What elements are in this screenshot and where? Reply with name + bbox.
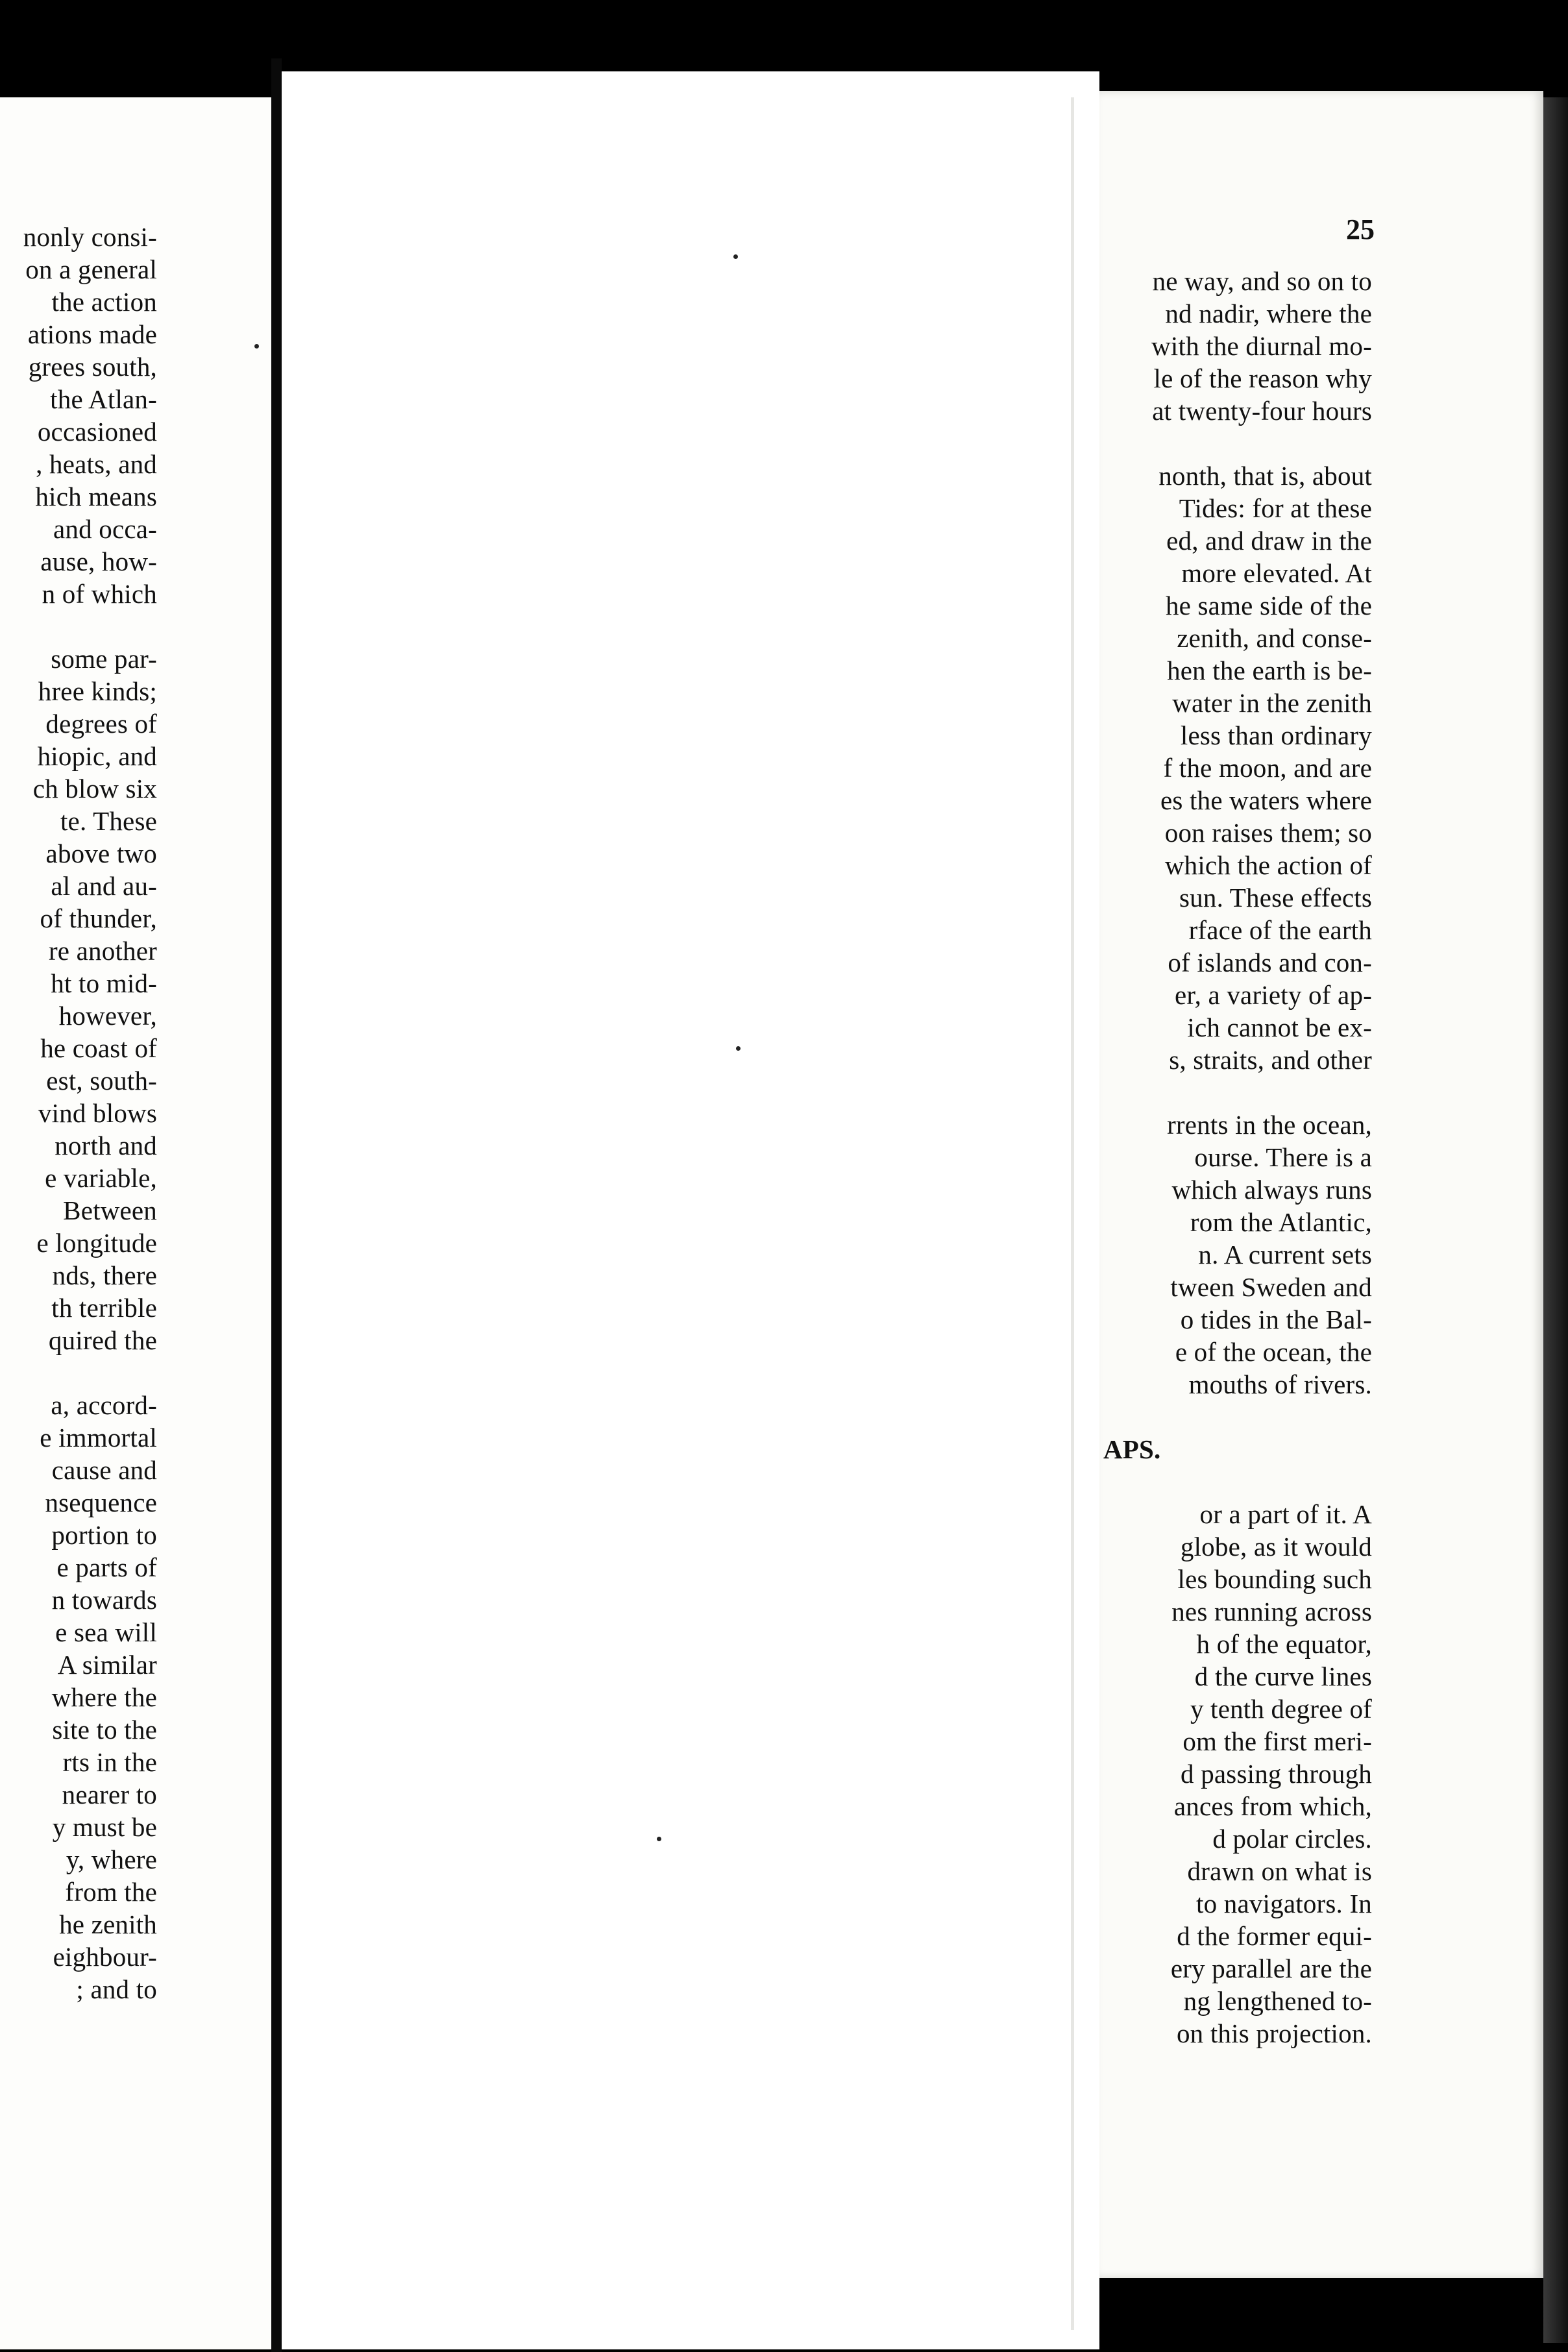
text-line: e variable, xyxy=(45,1163,157,1193)
text-line: e longitude xyxy=(36,1228,157,1258)
text-line: north and xyxy=(55,1131,157,1160)
paper-speck xyxy=(657,1837,661,1841)
text-line: n. A current sets xyxy=(1198,1240,1372,1269)
text-line: d the former equi- xyxy=(1177,1921,1372,1951)
text-line: site to the xyxy=(52,1715,157,1745)
paper-speck xyxy=(254,344,259,349)
text-line: on a general xyxy=(25,254,157,284)
text-line: nd nadir, where the xyxy=(1165,299,1372,328)
text-line: ne way, and so on to xyxy=(1152,266,1372,296)
text-line: rts in the xyxy=(62,1747,157,1777)
text-line: quired the xyxy=(48,1325,157,1355)
page-edge-shadow xyxy=(1543,97,1568,2343)
text-line: where the xyxy=(51,1682,157,1712)
right-page-text-column xyxy=(1099,265,1372,2050)
text-line: however, xyxy=(58,1001,157,1031)
text-line: he same side of the xyxy=(1165,591,1372,620)
text-line: nonth, that is, about xyxy=(1158,461,1372,491)
text-line: es the waters where xyxy=(1160,785,1372,815)
text-line: e immortal xyxy=(40,1423,157,1452)
text-line: h of the equator, xyxy=(1196,1629,1372,1659)
text-line: which the action of xyxy=(1164,850,1372,880)
text-line: e of the ocean, the xyxy=(1175,1337,1372,1367)
text-line: est, south- xyxy=(46,1066,157,1096)
left-page-text-column xyxy=(0,221,157,2005)
text-line: Tides: for at these xyxy=(1179,493,1372,523)
text-line: degrees of xyxy=(45,709,157,739)
text-line: om the first meri- xyxy=(1182,1726,1372,1756)
text-line: tween Sweden and xyxy=(1170,1272,1372,1302)
text-line: d polar circles. xyxy=(1212,1824,1372,1854)
text-line: hiopic, and xyxy=(37,741,157,771)
text-line: zenith, and conse- xyxy=(1177,623,1372,653)
paragraph-gap xyxy=(1099,1076,1372,1109)
text-line: of thunder, xyxy=(40,903,157,933)
text-line: nds, there xyxy=(52,1260,157,1290)
text-line: or a part of it. A xyxy=(1199,1499,1372,1529)
text-line: o tides in the Bal- xyxy=(1180,1305,1372,1334)
text-line: at twenty-four hours xyxy=(1152,396,1372,426)
page-number: 25 xyxy=(1346,214,1375,245)
text-line: ch blow six xyxy=(32,774,157,803)
text-line: nsequence xyxy=(45,1488,157,1517)
paragraph-gap xyxy=(0,1356,157,1389)
paragraph-gap xyxy=(1099,1401,1372,1433)
text-line: e sea will xyxy=(55,1617,157,1647)
text-line: e parts of xyxy=(56,1552,157,1582)
text-line: d passing through xyxy=(1181,1759,1372,1789)
text-line: hree kinds; xyxy=(38,676,157,706)
text-line: al and au- xyxy=(51,871,157,901)
text-line: cause and xyxy=(51,1455,157,1485)
paragraph-gap xyxy=(1099,427,1372,459)
text-line: th terrible xyxy=(51,1293,157,1323)
text-line: nearer to xyxy=(62,1780,157,1809)
text-line: vind blows xyxy=(38,1098,157,1128)
page-fold-line xyxy=(1071,97,1074,2330)
text-line: re another xyxy=(48,936,157,966)
text-line: eighbour- xyxy=(53,1942,157,1972)
text-line: the Atlan- xyxy=(50,384,157,414)
text-line: ances from which, xyxy=(1173,1791,1372,1821)
text-line: n of which xyxy=(42,579,157,609)
text-line: ations made xyxy=(27,319,157,349)
text-line: hen the earth is be- xyxy=(1167,655,1372,685)
text-line: y tenth degree of xyxy=(1190,1694,1372,1724)
text-line: hich means xyxy=(35,482,157,511)
text-line: from the xyxy=(65,1877,157,1907)
text-line: d the curve lines xyxy=(1194,1661,1372,1691)
text-line: a, accord- xyxy=(51,1390,157,1420)
text-line: of islands and con- xyxy=(1168,948,1372,977)
text-line: rom the Atlantic, xyxy=(1190,1207,1372,1237)
text-line: which always runs xyxy=(1171,1175,1372,1205)
text-line: ause, how- xyxy=(40,546,157,576)
text-line: he coast of xyxy=(40,1033,157,1063)
book-gutter xyxy=(271,58,282,2352)
text-line: te. These xyxy=(60,806,157,836)
left-page-fragment xyxy=(0,97,271,2349)
section-heading: APS. xyxy=(1103,1434,1161,1464)
text-line: ; and to xyxy=(76,1974,157,2004)
text-line: f the moon, and are xyxy=(1163,753,1372,783)
text-line: s, straits, and other xyxy=(1169,1045,1372,1075)
text-line: grees south, xyxy=(28,352,157,382)
text-line: rrents in the ocean, xyxy=(1167,1110,1372,1140)
text-line: portion to xyxy=(51,1520,157,1550)
paragraph-gap xyxy=(1099,1465,1372,1498)
text-line: er, a variety of ap- xyxy=(1175,980,1372,1010)
text-line: rface of the earth xyxy=(1188,915,1372,945)
right-page-25 xyxy=(1099,91,1543,2278)
text-line: n towards xyxy=(51,1585,157,1615)
text-line: ed, and draw in the xyxy=(1166,526,1372,556)
text-line: y must be xyxy=(52,1812,157,1842)
text-line: less than ordinary xyxy=(1180,720,1372,750)
text-line: to navigators. In xyxy=(1196,1889,1372,1918)
text-line: Between xyxy=(63,1195,157,1225)
text-line: ng lengthened to- xyxy=(1183,1986,1372,2016)
text-line: above two xyxy=(45,839,157,868)
text-line: ery parallel are the xyxy=(1170,1954,1372,1983)
text-line: ht to mid- xyxy=(51,968,157,998)
paper-speck xyxy=(736,1046,741,1051)
text-line: occasioned xyxy=(37,417,157,447)
text-line: the action xyxy=(51,287,157,317)
text-line: with the diurnal mo- xyxy=(1151,331,1372,361)
text-line: les bounding such xyxy=(1177,1564,1372,1594)
text-line: and occa- xyxy=(53,514,157,544)
text-line: ich cannot be ex- xyxy=(1187,1012,1372,1042)
paragraph-gap xyxy=(0,610,157,643)
text-line: sun. These effects xyxy=(1179,883,1372,913)
text-line: water in the zenith xyxy=(1172,688,1372,718)
text-line: A similar xyxy=(57,1650,157,1680)
paper-speck xyxy=(733,254,738,259)
text-line: some par- xyxy=(51,644,157,674)
text-line: globe, as it would xyxy=(1180,1532,1372,1562)
text-line: ourse. There is a xyxy=(1194,1142,1372,1172)
text-line: mouths of rivers. xyxy=(1188,1369,1372,1399)
text-line: more elevated. At xyxy=(1181,558,1372,588)
text-line: le of the reason why xyxy=(1153,363,1372,393)
text-line: oon raises them; so xyxy=(1164,818,1372,848)
text-line: drawn on what is xyxy=(1187,1856,1372,1886)
blank-interleaf-page xyxy=(282,71,1099,2349)
text-line: nes running across xyxy=(1171,1597,1372,1626)
text-line: on this projection. xyxy=(1176,2018,1372,2048)
text-line: he zenith xyxy=(59,1909,157,1939)
text-line: , heats, and xyxy=(36,449,157,479)
text-line: nonly consi- xyxy=(23,222,157,252)
text-line: y, where xyxy=(66,1844,157,1874)
